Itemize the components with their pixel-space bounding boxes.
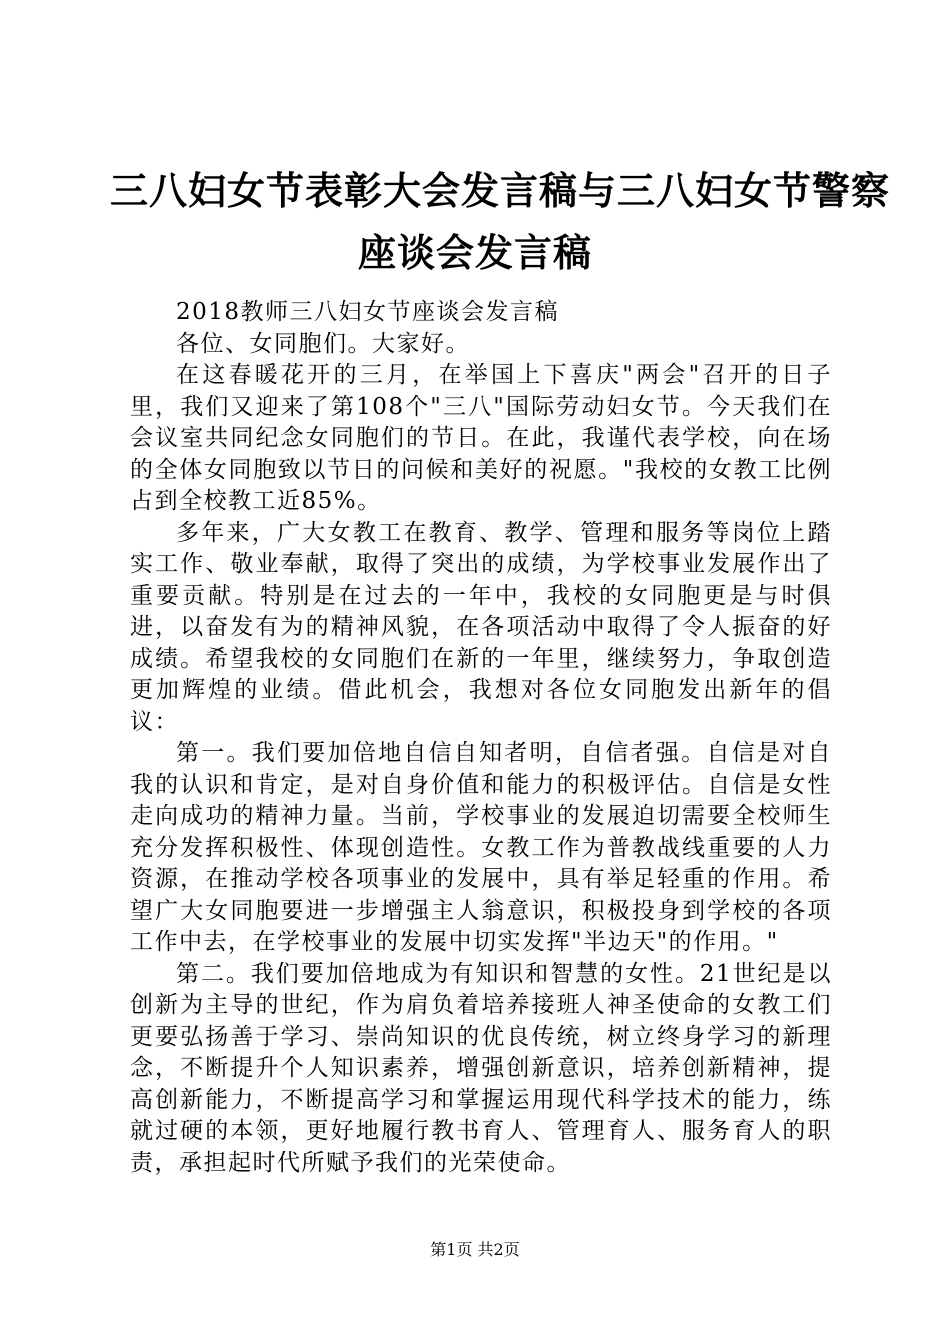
title-line-2: 座谈会发言稿 — [357, 231, 592, 275]
paragraph: 2018教师三八妇女节座谈会发言稿 — [176, 299, 560, 325]
page-number-footer: 第1页 共2页 — [430, 1240, 520, 1259]
document-body — [130, 297, 832, 1179]
paragraph: 第一。我们要加倍地自信自知者明，自信者强。自信是对自我的认识和肯定，是对自身价值和能力的积极评估。自信是女性走向成功的精神力量。当前，学校事业的发展迫切需要全校师生充分发挥积极性、体现创造性。女教工作为普教战线重要的人力资源，在推动学校各项事业的发展中，具有举足轻重的作用。希望广大女同胞要进一步增强主人翁意识，积极投身到学校的各项工作中去，在学校事业的发展中切实发挥"半边天"的作用。" — [130, 740, 832, 955]
paragraph: 在这春暖花开的三月，在举国上下喜庆"两会"召开的日子里，我们又迎来了第108个"三八"国际劳动妇女节。今天我们在会议室共同纪念女同胞们的节日。在此，我谨代表学校，向在场的全体女同胞致以节日的问候和美好的祝愿。"我校的女教工比例占到全校教工近85%。 — [130, 362, 832, 514]
paragraph: 各位、女同胞们。大家好。 — [176, 330, 470, 357]
document-title — [110, 160, 891, 284]
paragraph: 多年来，广大女教工在教育、教学、管理和服务等岗位上踏实工作、敬业奉献，取得了突出的成绩，为学校事业发展作出了重要贡献。特别是在过去的一年中，我校的女同胞更是与时俱进，以奋发有为的精神风貌，在各项活动中取得了令人振奋的好成绩。希望我校的女同胞们在新的一年里，继续努力，争取创造更加辉煌的业绩。借此机会，我想对各位女同胞发出新年的倡议： — [130, 519, 832, 735]
title-line-1: 三八妇女节表彰大会发言稿与三八妇女节警察 — [110, 169, 891, 213]
paragraph: 第二。我们要加倍地成为有知识和智慧的女性。21世纪是以创新为主导的世纪，作为肩负着培养接班人神圣使命的女教工们更要弘扬善于学习、崇尚知识的优良传统，树立终身学习的新理念，不断提升个人知识素养，增强创新意识，培养创新精神，提高创新能力，不断提高学习和掌握运用现代科学技术的能力，练就过硬的本领，更好地履行教书育人、管理育人、服务育人的职责，承担起时代所赋予我们的光荣使命。 — [130, 960, 832, 1176]
